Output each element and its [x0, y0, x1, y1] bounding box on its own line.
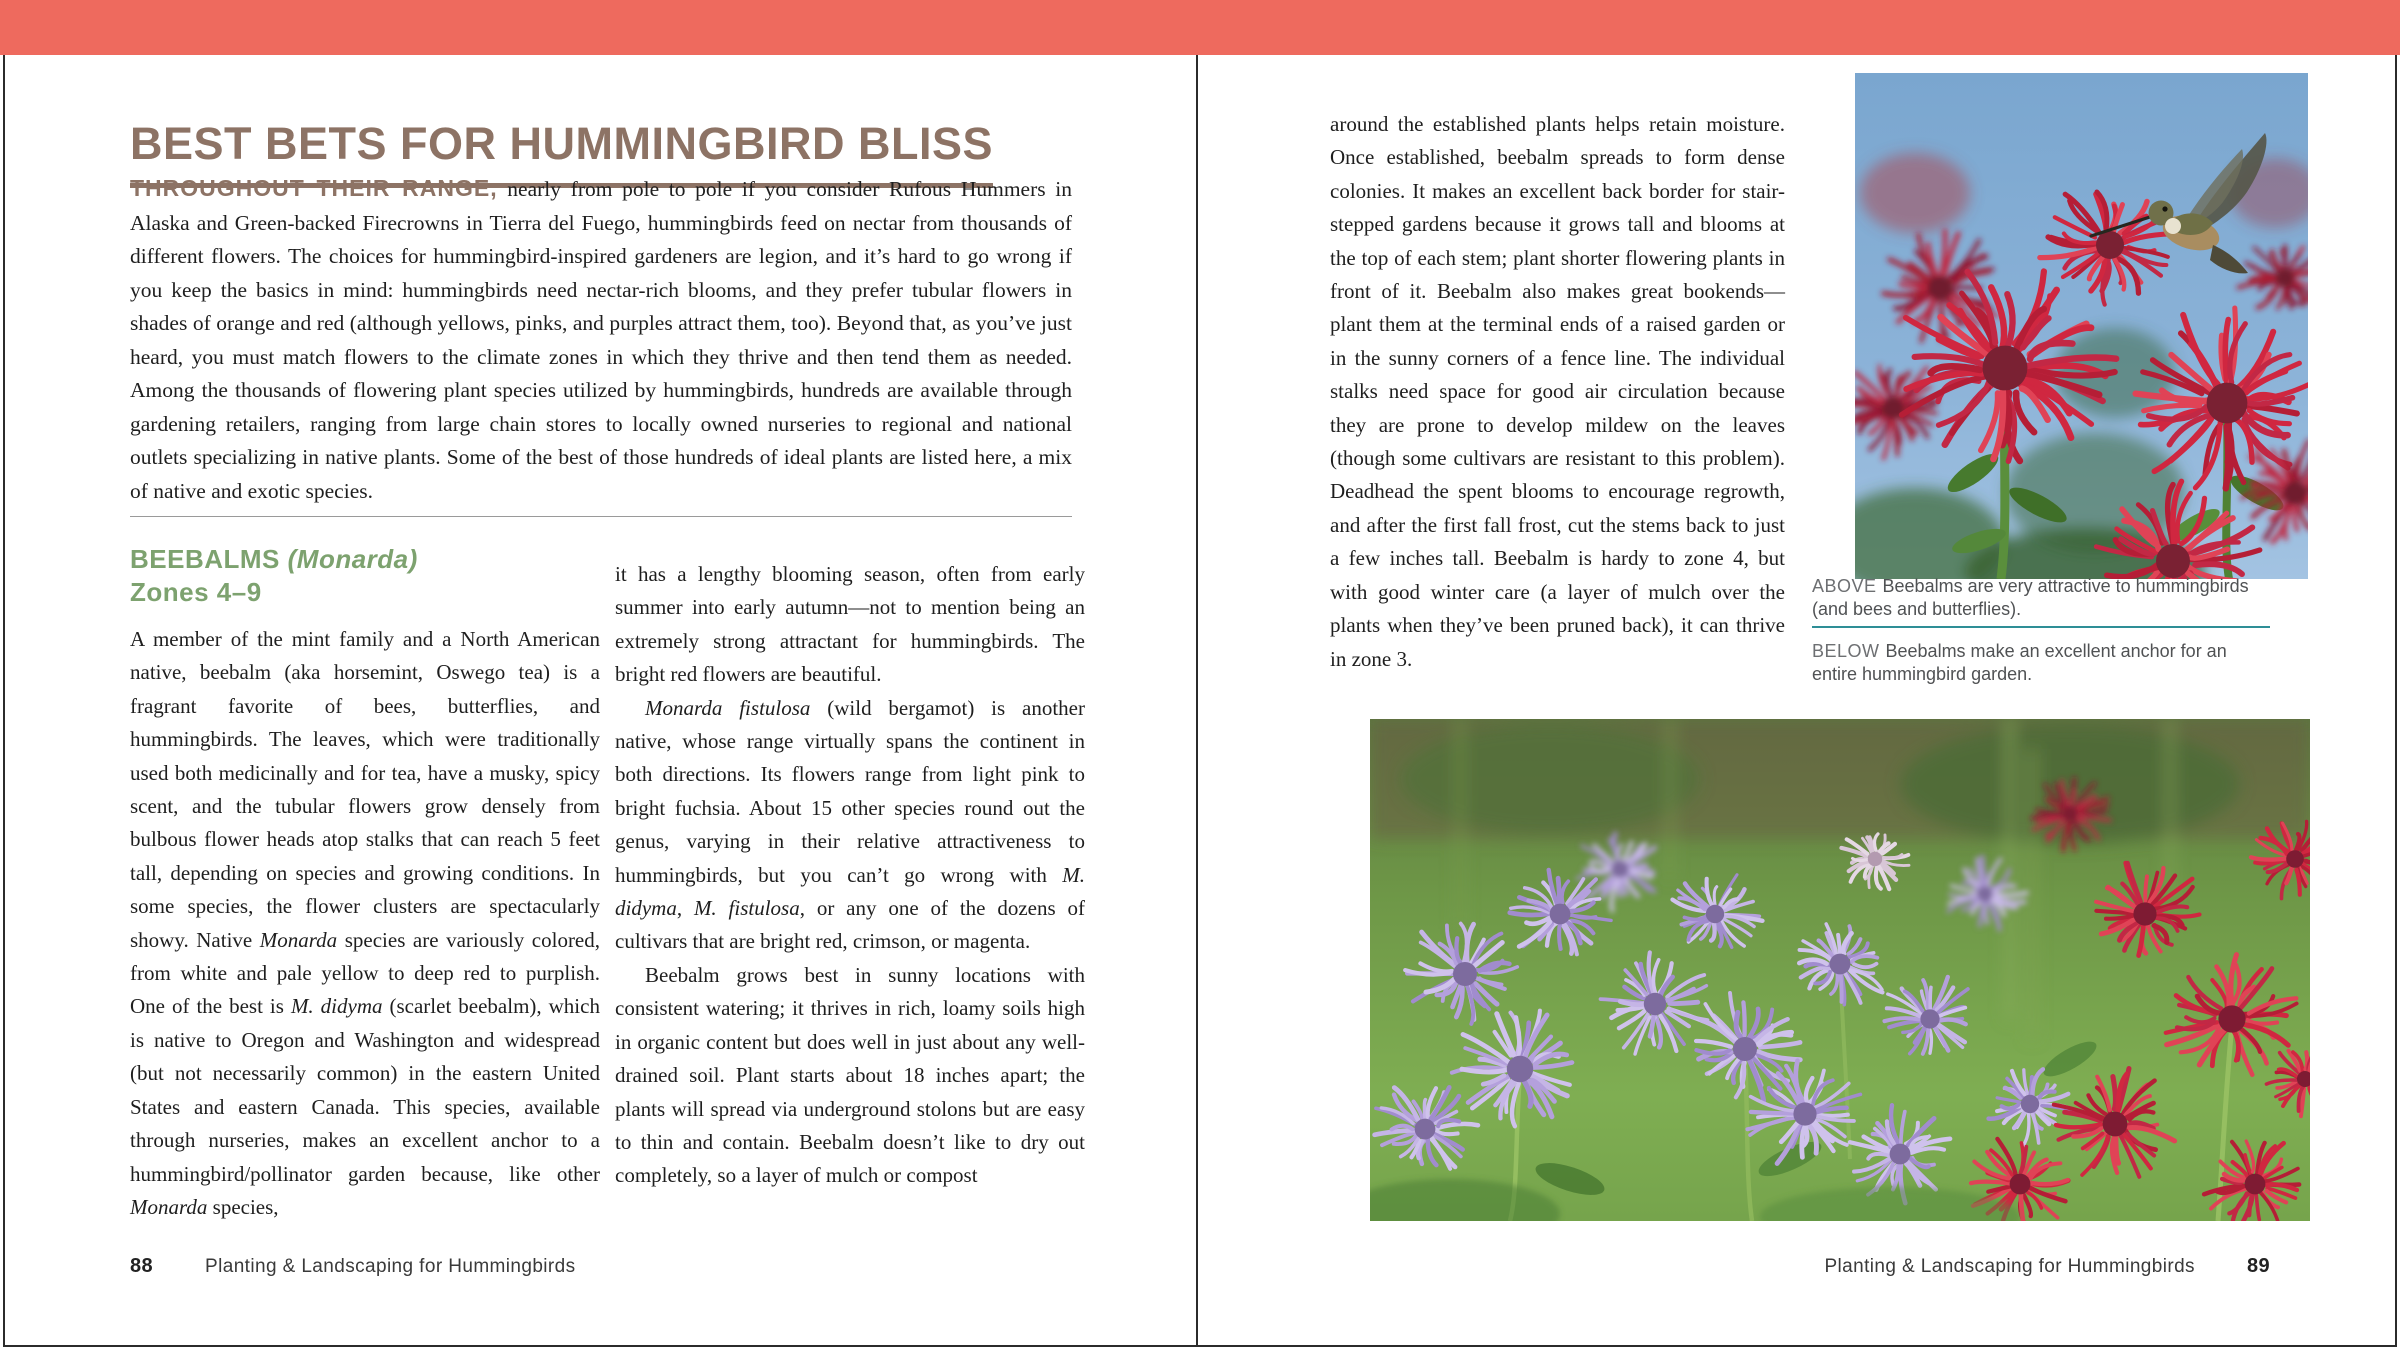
body-column-1: A member of the mint family and a North American native, beebalm (aka horsemint, Oswego tea) is a fragrant favorite of bees, butterflies, and hummingbirds. The leaves, which were traditionally used both medicinally and for tea, have a musky, spicy scent, and the tubular flowers grow densely from bulbous flower heads atop stalks that can reach 5 feet tall, depending on species and growing conditions. In some species, the flower clusters are spectacularly showy. Native Monarda species are variously colored, from white and pale yellow to deep red to purplish. One of the best is M. didyma (scarlet beebalm), which is native to Oregon and Washington and widespread (but not necessarily common) in the eastern United States and eastern Canada. This species, available through nurseries, makes an excellent anchor to a hummingbird/pollinator garden because, like other Monarda species, [130, 627, 601, 1219]
page-gutter-line [1196, 55, 1198, 1347]
top-color-bar [0, 0, 2400, 55]
page-number-right: 89 [2246, 1255, 2270, 1277]
section-heading-name: BEEBALMS [130, 544, 280, 574]
intro-lead-in: THROUGHOUT THEIR RANGE, [130, 175, 498, 201]
caption-above [1812, 575, 2270, 621]
caption-above-label: ABOVE [1812, 576, 1877, 596]
caption-below-text: Beebalms make an excellent anchor for an entire hummingbird garden. [1812, 641, 2227, 684]
running-title-right: Planting & Landscaping for Hummingbirds [1824, 1256, 2195, 1277]
running-title-left: Planting & Landscaping for Hummingbirds [205, 1256, 576, 1277]
caption-above-text: Beebalms are very attractive to hummingbirds (and bees and butterflies). [1812, 576, 2249, 619]
left-page-footer [130, 1255, 576, 1278]
caption-below-label: BELOW [1812, 641, 1880, 661]
beebalm-garden-photo [1370, 719, 2310, 1221]
hummingbird-beebalm-photo [1855, 73, 2308, 579]
page-number-left: 88 [130, 1255, 154, 1277]
section-divider-rule [130, 516, 1072, 517]
intro-body-text: nearly from pole to pole if you consider Rufous Hummers in Alaska and Green-backed Firecrowns in Tierra del Fuego, hummingbirds feed on nectar from thousands of different flowers. The choices for hummingbird-inspired gardeners are legion, and it’s hard to go wrong if you keep the basics in mind: hummingbirds need nectar-rich blooms, and they prefer tubular flowers in shades of orange and red (although yellows, pinks, and purples attract them, too). Beyond that, as you’ve just heard, you must match flowers to the climate zones in which they thrive and then tend them as needed. Among the thousands of flowering plant species utilized by hummingbirds, hundreds are available through gardening retailers, ranging from large chain stores to locally owned nurseries to regional and national outlets specializing in native plants. Some of the best of those hundreds of ideal plants are listed here, a mix of native and exotic species. [130, 177, 1072, 503]
page-title: BEST BETS FOR HUMMINGBIRD BLISS [130, 118, 993, 188]
caption-divider-line [1812, 626, 2270, 628]
right-body-column: around the established plants helps retain moisture. Once established, beebalm spreads to form dense colonies. It makes an excellent back border for stair-stepped gardens because it grows tall and blooms at the top of each stem; plant shorter flowering plants in front of it. Beebalm also makes great bookends—plant them at the terminal ends of a raised garden or in the sunny corners of a fence line. The individual stalks need space for good air circulation because they are prone to develop mildew on the leaves (though some cultivars are resistant to this problem). Deadhead the spent blooms to encourage regrowth, and after the first fall frost, cut the stems back to just a few inches tall. Beebalm is hardy to zone 4, but with good winter care (a layer of mulch over the plants when they’ve been pruned back), it can thrive in zone 3. [1330, 112, 1785, 671]
caption-below [1812, 640, 2270, 686]
section-heading-species: (Monarda) [287, 544, 418, 574]
intro-paragraph [130, 172, 1072, 508]
body-column-2: it has a lengthy blooming season, often from early summer into early autumn—not to mention being an extremely strong attractant for hummingbirds. The bright red flowers are beautiful. Monarda fistulosa (wild bergamot) is another native, whose range virtually spans the continent in both directions. Its flowers range from light pink to bright fuchsia. About 15 other species round out the genus, varying in their relative attractiveness to hummingbirds, but you can’t go wrong with M. didyma, M. fistulosa, or any one of the dozens of cultivars that are bright red, crimson, or magenta. Beebalm grows best in sunny locations with consistent watering; it thrives in rich, loamy soils high in organic content but does well in just about any well-drained soil. Plant starts about 18 inches apart; the plants will spread via underground stolons but are easy to thin and contain. Beebalm doesn’t like to dry out completely, so a layer of mulch or compost [615, 562, 1086, 1188]
hummingbird-beebalm-illustration [1855, 73, 2308, 579]
section-heading-zones: Zones 4–9 [130, 577, 262, 607]
beebalm-garden-illustration [1370, 719, 2310, 1221]
right-page-footer [1330, 1255, 2270, 1278]
section-heading [130, 543, 418, 609]
